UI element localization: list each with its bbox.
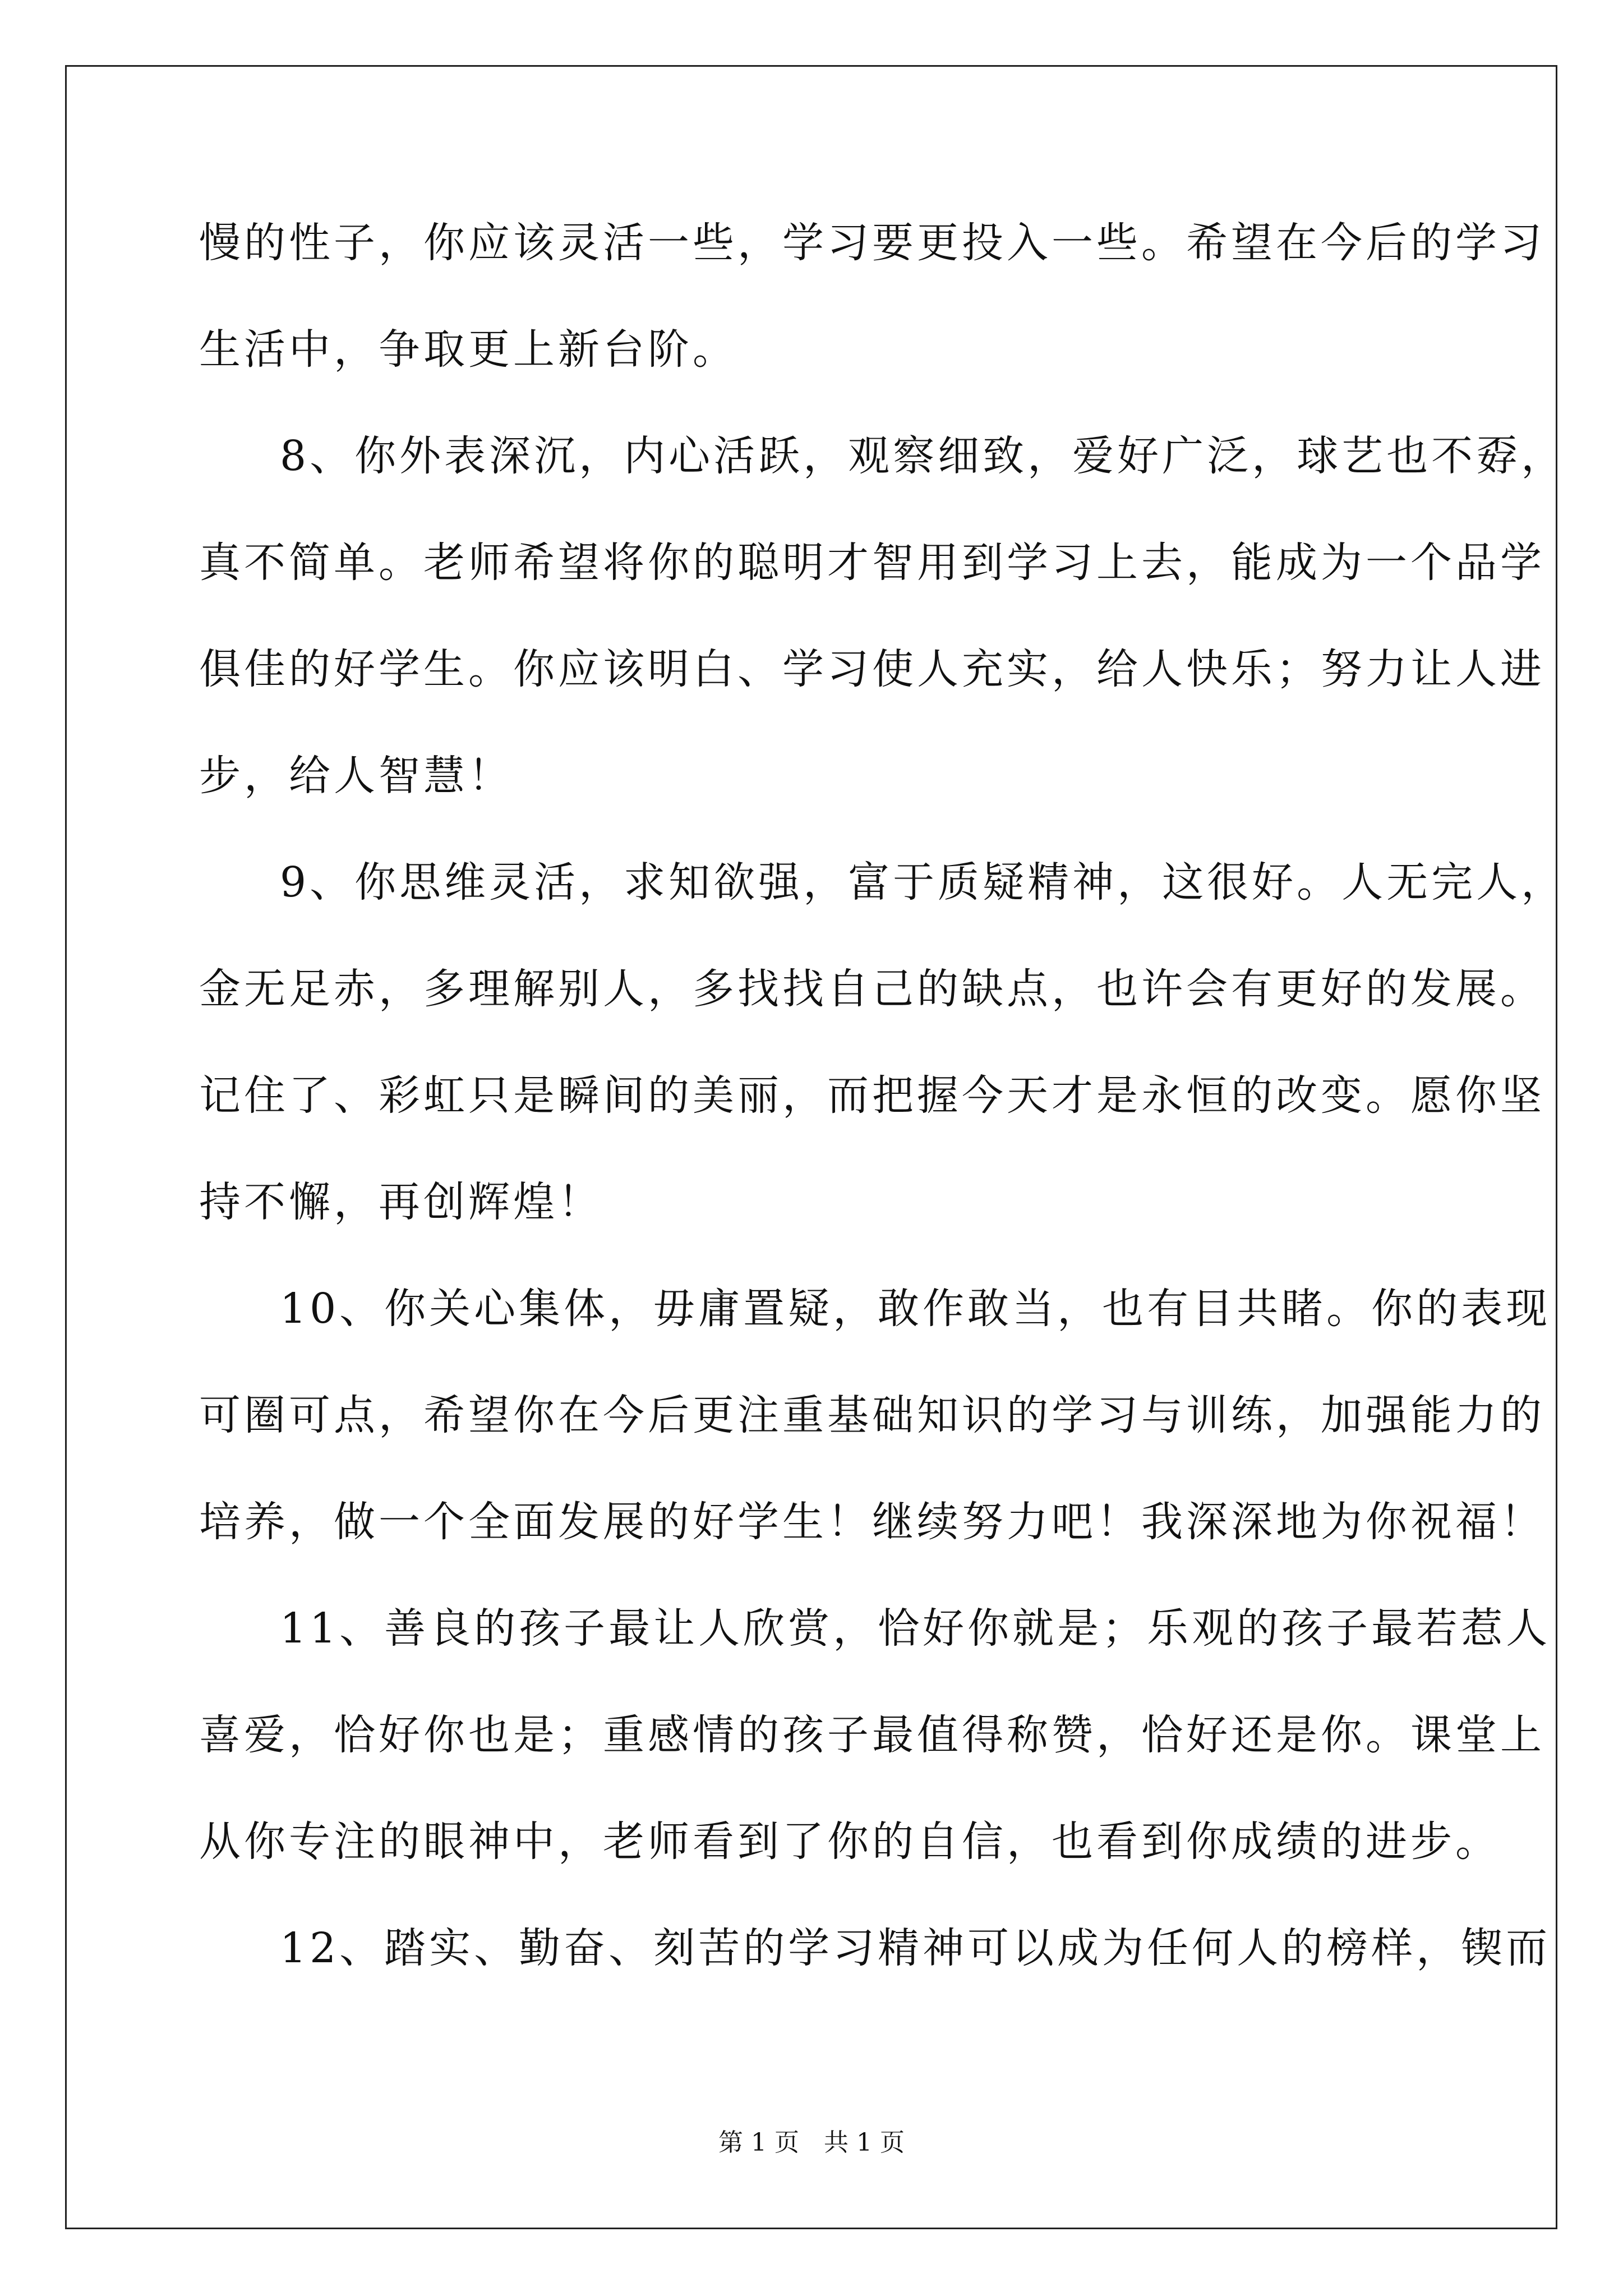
text-line: 10、你关心集体，毋庸置疑，敢作敢当，也有目共睹。你的表现: [280, 1285, 1551, 1333]
text-line: 真不简单。老师希望将你的聪明才智用到学习上去，能成为一个品学: [199, 539, 1545, 587]
text-line: 持不懈，再创辉煌！: [199, 1178, 603, 1226]
text-line: 12、踏实、勤奋、刻苦的学习精神可以成为任何人的榜样，锲而: [280, 1924, 1551, 1972]
text-line: 步，给人智慧！: [199, 752, 513, 800]
page-border: [65, 65, 1557, 2229]
text-line: 从你专注的眼神中，老师看到了你的自信，也看到你成绩的进步。: [199, 1818, 1500, 1866]
text-line: 慢的性子，你应该灵活一些，学习要更投入一些。希望在今后的学习: [199, 219, 1545, 267]
text-line: 喜爱，恰好你也是；重感情的孩子最值得称赞，恰好还是你。课堂上: [199, 1711, 1545, 1759]
text-line: 俱佳的好学生。你应该明白、学习使人充实，给人快乐；努力让人进: [199, 645, 1545, 693]
text-line: 金无足赤，多理解别人，多找找自己的缺点，也许会有更好的发展。: [199, 965, 1545, 1013]
text-line: 9、你思维灵活，求知欲强，富于质疑精神，这很好。人无完人，: [280, 858, 1566, 907]
page-number-footer: 第 1 页 共 1 页: [718, 2128, 905, 2157]
text-line: 记住了、彩虹只是瞬间的美丽，而把握今天才是永恒的改变。愿你坚: [199, 1071, 1545, 1120]
text-line: 可圈可点，希望你在今后更注重基础知识的学习与训练，加强能力的: [199, 1391, 1545, 1439]
text-line: 生活中，争取更上新台阶。: [199, 325, 737, 374]
text-line: 培养，做一个全面发展的好学生！继续努力吧！我深深地为你祝福！: [199, 1498, 1545, 1546]
text-line: 8、你外表深沉，内心活跃，观察细致，爱好广泛，球艺也不孬，: [280, 432, 1566, 480]
text-line: 11、善良的孩子最让人欣赏，恰好你就是；乐观的孩子最若惹人: [280, 1604, 1551, 1653]
